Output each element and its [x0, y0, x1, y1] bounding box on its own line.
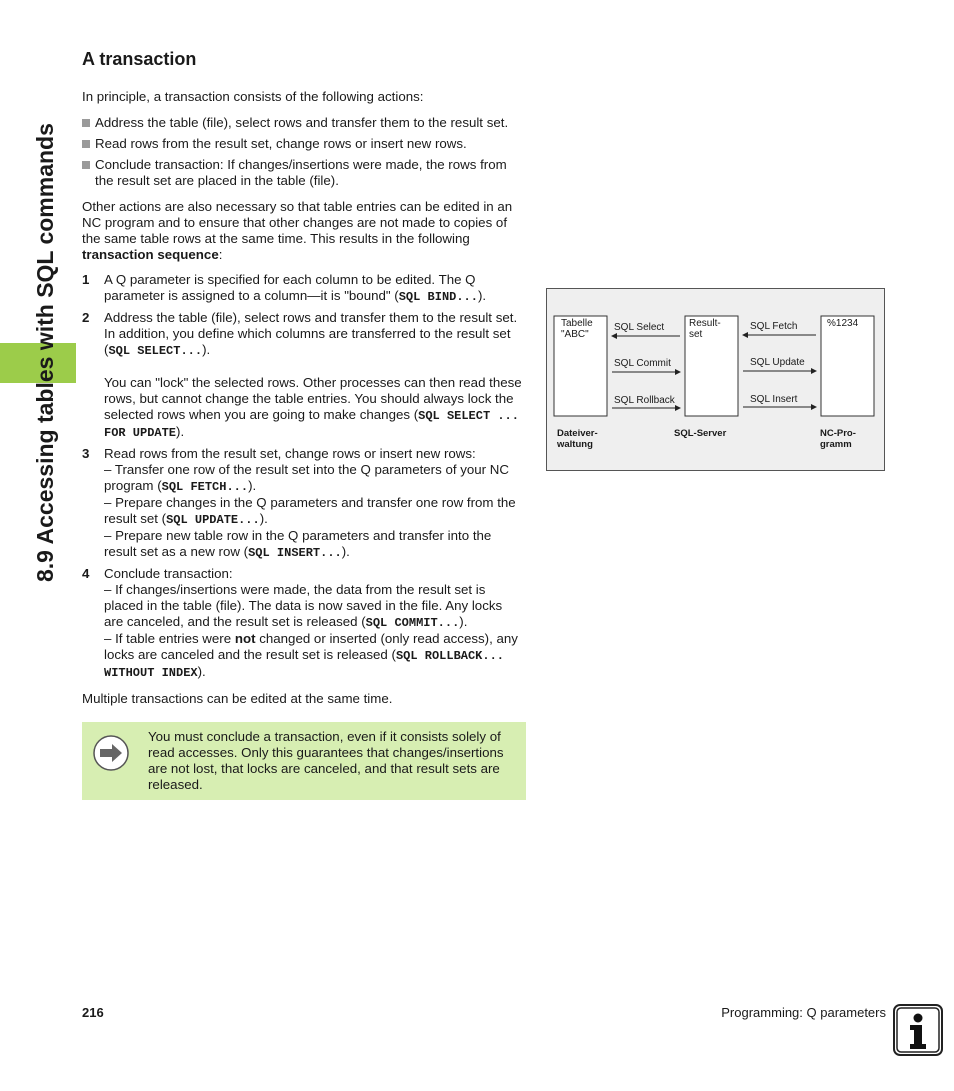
- paragraph: Other actions are also necessary so that table entries can be edited in an NC program and to ensure that other changes are not made to copies of the same table rows at the same time. This results in the following transaction sequence:: [82, 199, 513, 262]
- closing-text: Multiple transactions can be edited at the same time.: [82, 691, 393, 706]
- arrow-label-select: SQL Select: [614, 322, 665, 333]
- list-item: Conclude transaction: If changes/insertions were made, the rows from the result set are placed in the table (file).: [82, 157, 524, 189]
- list-item: Address the table (file), select rows and transfer them to the result set.: [82, 115, 524, 131]
- table-box-label: Tabelle "ABC": [561, 318, 593, 340]
- main-column: [82, 48, 524, 717]
- arrow-label-update: SQL Update: [750, 357, 805, 368]
- chapter-title: 8.9 Accessing tables with SQL commands: [32, 123, 58, 582]
- intro-text: In principle, a transaction consists of the following actions:: [82, 89, 424, 104]
- arrow-right-icon: [92, 734, 130, 772]
- page-number: 216: [82, 1005, 104, 1020]
- section-heading: A transaction: [82, 49, 197, 69]
- note-text: You must conclude a transaction, even if it consists solely of read accesses. Only this guarantees that changes/insertions are not lost, that locks are canceled, and that result sets are released.: [148, 729, 504, 792]
- footer-title: Programming: Q parameters: [721, 1005, 886, 1020]
- step-2: 2 Address the table (file), select rows and transfer them to the result set. In addition, you define which columns are transferred to the result set (SQL SELECT...). You can "lock" the selected rows. Other processes can then read these rows, but cannot change the table entries. You should always lock the selected rows when you are going to make changes (SQL SELECT ... FOR UPDATE).: [82, 310, 522, 440]
- step-1: 1 A Q parameter is specified for each column to be edited. The Q parameter is assigned to a column—it is "bound" (SQL BIND...).: [82, 272, 487, 304]
- step-4: 4 Conclude transaction: – If changes/insertions were made, the data from the result set is placed in the table (file). The data is now saved in the file. Any locks are canceled, and the result set is released (SQL COMMIT...). – If table entries were not changed or inserted (only read access), any locks are canceled and the result set is released (SQL ROLLBACK... WITHOUT INDEX).: [82, 566, 518, 680]
- label-file-management: Dateiver- waltung: [557, 428, 598, 450]
- label-nc-program: NC-Pro- gramm: [820, 428, 856, 450]
- info-icon: [893, 1004, 943, 1056]
- result-set-box-label: Result- set: [689, 318, 721, 340]
- arrow-label-insert: SQL Insert: [750, 394, 798, 405]
- note-box: [82, 722, 526, 800]
- arrow-label-commit: SQL Commit: [614, 358, 671, 369]
- transaction-diagram: [546, 288, 885, 471]
- arrow-label-fetch: SQL Fetch: [750, 321, 798, 332]
- step-3: 3 Read rows from the result set, change rows or insert new rows: – Transfer one row of the result set into the Q parameters of your NC program (SQL FETCH...). – Prepare changes in the Q parameters and transfer one row from the result set (SQL UPDATE...). – Prepare new table row in the Q parameters and transfer into the result set as a new row (SQL INSERT...).: [82, 446, 516, 560]
- list-item: Read rows from the result set, change rows or insert new rows.: [82, 136, 524, 152]
- program-box-label: %1234: [827, 318, 859, 329]
- label-sql-server: SQL-Server: [674, 428, 727, 439]
- arrow-label-rollback: SQL Rollback: [614, 395, 675, 406]
